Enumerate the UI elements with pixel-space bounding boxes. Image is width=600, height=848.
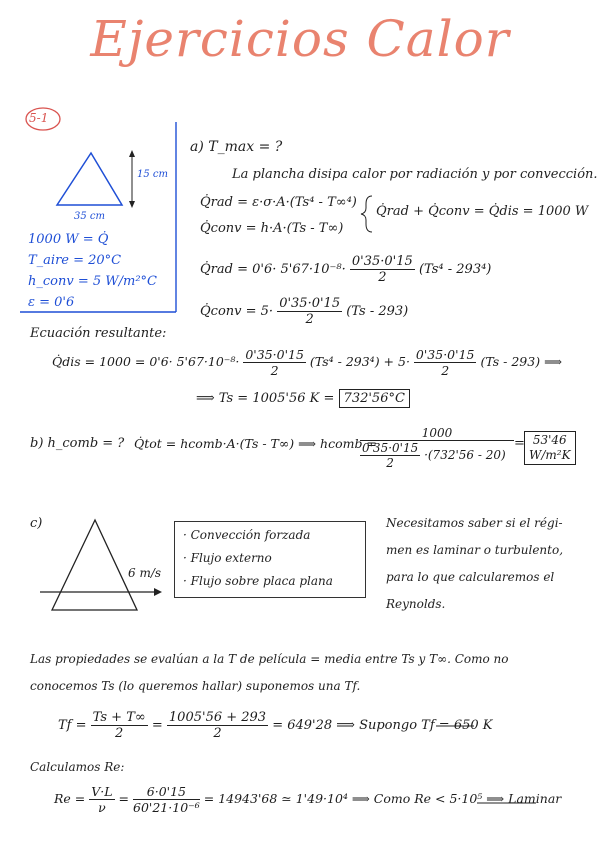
q-conv-area-fraction bbox=[277, 296, 342, 327]
fraction-numerator: 0'35·0'15 bbox=[245, 347, 304, 362]
heat-balance: Q̇rad + Q̇conv = Q̇dis = 1000 W bbox=[376, 204, 589, 219]
part-b-equals: = bbox=[514, 436, 525, 451]
given-h-conv: h_conv = 5 W/m²°C bbox=[28, 274, 157, 289]
problem-id: 5-1 bbox=[29, 111, 49, 125]
area-denominator: 2 bbox=[386, 456, 394, 470]
q-rad-area-fraction bbox=[350, 254, 415, 285]
part-c-label: c) bbox=[30, 516, 43, 531]
resultant-suffix: (Ts - 293) ⟹ bbox=[480, 354, 562, 369]
part-a-statement: La plancha disipa calor por radiación y por convección. bbox=[232, 167, 598, 182]
h-comb-unit: W/m²K bbox=[529, 448, 571, 462]
temp-difference: ·(732'56 - 20) bbox=[424, 448, 506, 462]
q-rad-numeric bbox=[200, 254, 491, 285]
given-power: 1000 W = Q̇ bbox=[28, 232, 109, 247]
fraction-denominator: 2 bbox=[213, 726, 222, 741]
base-label: 35 cm bbox=[74, 211, 105, 222]
fraction-numerator: 6·0'15 bbox=[133, 784, 200, 800]
flow-type-item: · Convección forzada bbox=[183, 528, 311, 542]
part-a-label: a) T_max = ? bbox=[190, 139, 283, 155]
speed-label: 6 m/s bbox=[128, 566, 162, 580]
fraction-denominator: 60'21·10⁻⁶ bbox=[133, 800, 200, 815]
fraction-numerator: 0'35·0'15 bbox=[279, 296, 341, 311]
resultant-heading: Ecuación resultante: bbox=[30, 326, 167, 341]
tf-fraction-1 bbox=[91, 710, 148, 741]
re-fraction-2 bbox=[133, 784, 200, 815]
ts-result-text: ⟹ Ts = 1005'56 K = bbox=[196, 391, 335, 406]
q-conv-formula: Q̇conv = h·A·(Ts - T∞) bbox=[200, 221, 344, 236]
properties-line-2: conocemos Ts (lo queremos hallar) suponemos una Tf. bbox=[30, 679, 361, 693]
fraction-denominator: 2 bbox=[115, 726, 124, 741]
part-b-equation: Q̇tot = hcomb·A·(Ts - T∞) ⟹ hcomb = bbox=[134, 436, 377, 451]
re-prefix: Re = bbox=[54, 791, 86, 806]
plate-triangle-a bbox=[57, 153, 122, 205]
fraction-numerator: 1000 bbox=[360, 426, 514, 441]
tf-prefix: Tf = bbox=[58, 718, 87, 733]
resultant-equation bbox=[52, 347, 562, 378]
tf-equals: = bbox=[151, 718, 163, 733]
re-result: Laminar bbox=[508, 791, 562, 806]
ts-result bbox=[196, 391, 410, 406]
film-temp-equation bbox=[58, 710, 492, 741]
side-note-line: men es laminar o turbulento, bbox=[386, 543, 564, 557]
q-rad-numeric-suffix: (Ts⁴ - 293⁴) bbox=[418, 262, 492, 277]
re-fraction-1 bbox=[89, 784, 114, 815]
fraction-numerator: 0'35·0'15 bbox=[351, 254, 413, 269]
given-air-temp: T_aire = 20°C bbox=[28, 253, 122, 268]
tf-suffix: = 649'28 ⟹ Supongo Tf = bbox=[272, 718, 450, 733]
given-emissivity: ε = 0'6 bbox=[28, 295, 75, 310]
q-rad-formula: Q̇rad = ε·σ·A·(Ts⁴ - T∞⁴) bbox=[200, 195, 357, 210]
area-fraction bbox=[360, 441, 420, 470]
reynolds-equation bbox=[54, 784, 561, 815]
re-equals: = bbox=[118, 791, 130, 806]
q-rad-numeric-prefix: Q̇rad = 0'6· 5'67·10⁻⁸· bbox=[200, 262, 346, 277]
height-label: 15 cm bbox=[137, 169, 168, 180]
q-conv-numeric-prefix: Q̇conv = 5· bbox=[200, 304, 274, 319]
fraction-denominator: 2 bbox=[270, 363, 279, 378]
q-conv-numeric-suffix: (Ts - 293) bbox=[346, 304, 409, 319]
page-title: Ejercicios Calor bbox=[90, 10, 510, 68]
flow-type-box bbox=[174, 521, 366, 598]
fraction-numerator: 0'35·0'15 bbox=[415, 347, 475, 362]
fraction-numerator: 1005'56 + 293 bbox=[168, 710, 267, 725]
side-note-line: Reynolds. bbox=[386, 597, 446, 611]
reynolds-heading: Calculamos Re: bbox=[30, 760, 125, 774]
fraction-numerator: Ts + T∞ bbox=[92, 710, 146, 725]
fraction-denominator bbox=[360, 441, 514, 470]
part-b-fraction bbox=[360, 426, 514, 470]
fraction-denominator: 2 bbox=[378, 270, 387, 285]
fraction-denominator: ν bbox=[98, 800, 106, 815]
ts-boxed-value: 732'56°C bbox=[339, 389, 410, 408]
tf-fraction-2 bbox=[167, 710, 268, 741]
part-b-label: b) h_comb = ? bbox=[30, 436, 125, 451]
fraction-denominator: 2 bbox=[441, 363, 450, 378]
flow-type-item: · Flujo sobre placa plana bbox=[183, 574, 333, 588]
properties-line-1: Las propiedades se evalúan a la T de película = media entre Ts y T∞. Como no bbox=[30, 652, 509, 666]
fraction-numerator: V·L bbox=[91, 784, 113, 799]
area-numerator: 0'35·0'15 bbox=[362, 441, 419, 455]
h-comb-value: 53'46 bbox=[532, 433, 567, 447]
resultant-middle: (Ts⁴ - 293⁴) + 5· bbox=[309, 354, 410, 369]
resultant-prefix: Q̇dis = 1000 = 0'6· 5'67·10⁻⁸· bbox=[52, 354, 240, 369]
flow-type-item: · Flujo externo bbox=[183, 551, 272, 565]
resultant-fraction-1 bbox=[243, 347, 306, 378]
plate-triangle-c bbox=[52, 520, 137, 610]
side-note-line: Necesitamos saber si el régi- bbox=[386, 516, 563, 530]
resultant-fraction-2 bbox=[414, 347, 477, 378]
h-comb-boxed bbox=[524, 431, 576, 465]
re-suffix: = 14943'68 ≃ 1'49·10⁴ ⟹ Como Re < 5·10⁵ ⟹ bbox=[203, 791, 505, 806]
q-conv-numeric bbox=[200, 296, 408, 327]
side-note-line: para lo que calcularemos el bbox=[386, 570, 555, 584]
system-brace bbox=[361, 196, 372, 232]
tf-chosen: 650 K bbox=[453, 718, 493, 733]
fraction-denominator: 2 bbox=[305, 312, 314, 327]
